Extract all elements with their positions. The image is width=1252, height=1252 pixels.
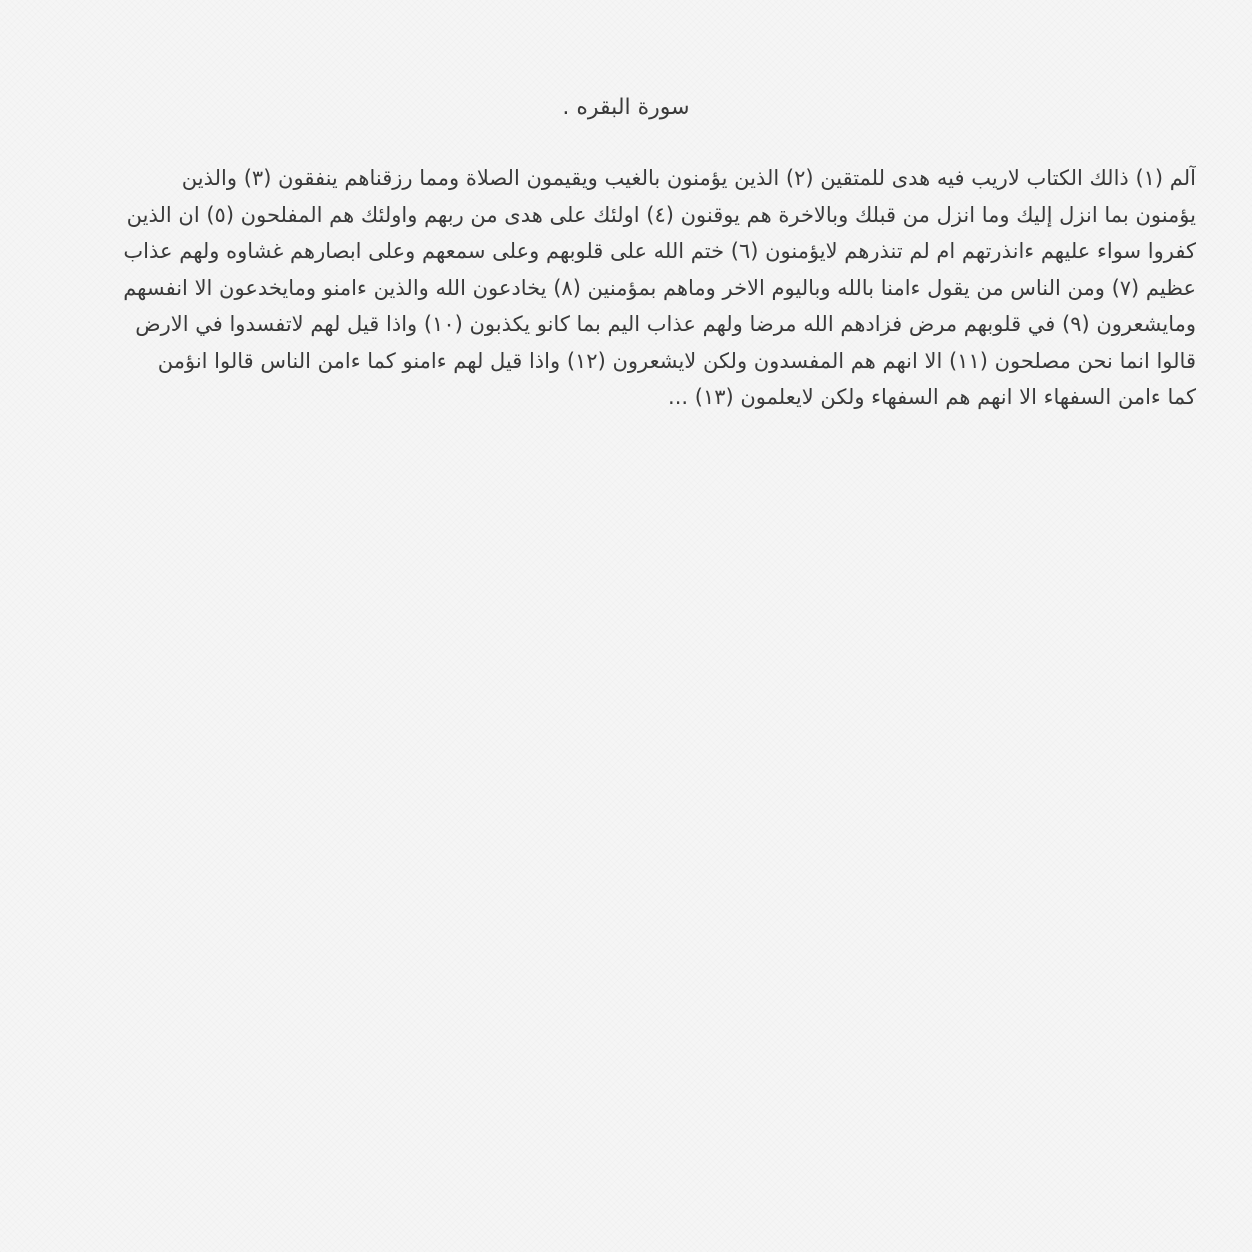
note-line: يؤمنون بما انزل إليك وما انزل من قبلك وبالاخرة هم يوقنون (٤) اولئك على هدى من ربهم واولئك هم المفلحون (٥) ان الذين [126, 202, 1196, 227]
note-line: كفروا سواء عليهم ءانذرتهم ام لم تنذرهم لايؤمنون (٦) ختم الله على قلوبهم وعلى سمعهم وعلى ابصارهم غشاوه ولهم عذاب [123, 239, 1196, 263]
note-line: آلم (١) ذالك الكتاب لاريب فيه هدى للمتقين (٢) الذين يؤمنون بالغيب ويقيمون الصلاة ومما رزقناهم ينفقون (٣) والذين [181, 166, 1196, 190]
note-line: قالوا انما نحن مصلحون (١١) الا انهم هم المفسدون ولكن لايشعرون (١٢) واذا قيل لهم ءامنو كما ءامن الناس قالوا انؤمن [157, 348, 1196, 373]
note-line: كما ءامن السفهاء الا انهم هم السفهاء ولكن لايعلمون (١٣) ... [668, 385, 1196, 409]
note-body[interactable] [46, 160, 1196, 416]
note-line: عظيم (٧) ومن الناس من يقول ءامنا بالله وباليوم الاخر وماهم بمؤمنين (٨) يخادعون الله والذين ءامنو ومايخدعون الا انفسهم [123, 275, 1196, 300]
note-title: سورة البقره . [562, 95, 690, 120]
note-line: ومايشعرون (٩) في قلوبهم مرض فزادهم الله مرضا ولهم عذاب اليم بما كانو يكذبون (١٠) واذا قيل لهم لاتفسدوا في الارض [135, 312, 1196, 336]
